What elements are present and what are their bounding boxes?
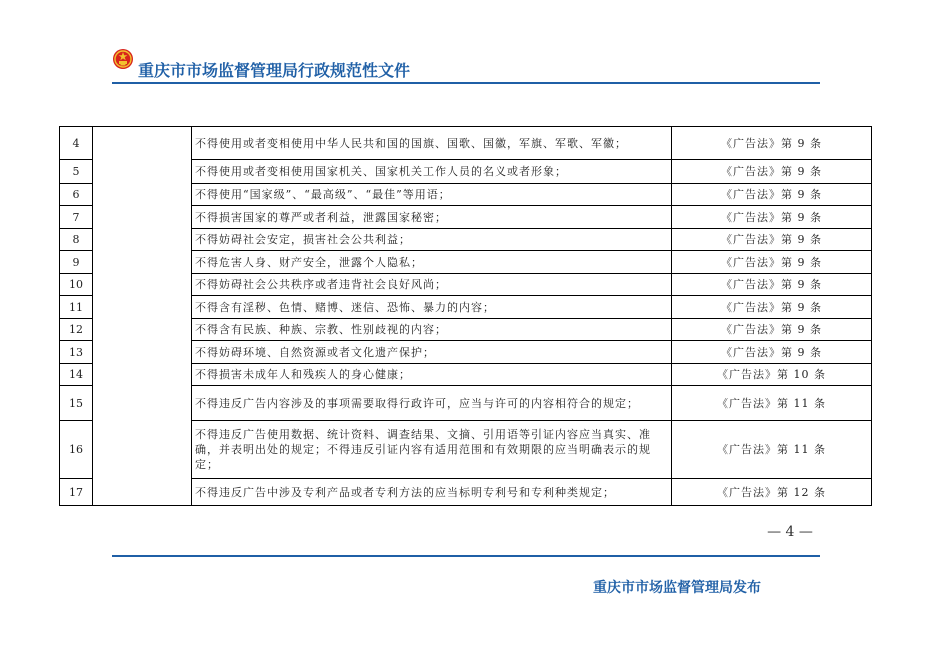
legal-basis: 《广告法》第 9 条 <box>672 184 872 206</box>
legal-basis: 《广告法》第 9 条 <box>672 341 872 364</box>
footer-publisher: 重庆市市场监督管理局发布 <box>593 580 761 596</box>
rule-content: 不得损害未成年人和残疾人的身心健康； <box>192 364 672 386</box>
rule-content: 不得妨碍社会公共秩序或者违背社会良好风尚； <box>192 274 672 296</box>
row-number: 16 <box>60 421 93 479</box>
row-number: 13 <box>60 341 93 364</box>
row-number: 14 <box>60 364 93 386</box>
national-emblem-icon <box>112 48 134 70</box>
row-number: 8 <box>60 229 93 251</box>
legal-basis: 《广告法》第 9 条 <box>672 319 872 341</box>
document-header <box>112 46 820 86</box>
rule-content: 不得使用或者变相使用中华人民共和国的国旗、国歌、国徽，军旗、军歌、军徽； <box>192 127 672 160</box>
table-row <box>60 127 872 160</box>
footer-divider <box>112 555 820 557</box>
header-title: 重庆市市场监督管理局行政规范性文件 <box>138 61 411 80</box>
legal-basis: 《广告法》第 10 条 <box>672 364 872 386</box>
legal-basis: 《广告法》第 9 条 <box>672 229 872 251</box>
row-number: 5 <box>60 160 93 184</box>
legal-basis: 《广告法》第 11 条 <box>672 386 872 421</box>
header-divider <box>112 82 820 84</box>
rule-content: 不得含有民族、种族、宗教、性别歧视的内容； <box>192 319 672 341</box>
row-number: 10 <box>60 274 93 296</box>
rule-content: 不得使用或者变相使用国家机关、国家机关工作人员的名义或者形象； <box>192 160 672 184</box>
row-number: 15 <box>60 386 93 421</box>
row-number: 6 <box>60 184 93 206</box>
row-number: 9 <box>60 251 93 274</box>
legal-basis: 《广告法》第 12 条 <box>672 479 872 506</box>
rule-content: 不得妨碍环境、自然资源或者文化遗产保护； <box>192 341 672 364</box>
page-number: — 4 — <box>767 524 813 540</box>
rule-content: 不得危害人身、财产安全，泄露个人隐私； <box>192 251 672 274</box>
legal-basis: 《广告法》第 9 条 <box>672 206 872 229</box>
rule-content: 不得使用“国家级”、“最高级”、“最佳”等用语； <box>192 184 672 206</box>
row-number: 12 <box>60 319 93 341</box>
rule-content: 不得违反广告内容涉及的事项需要取得行政许可，应当与许可的内容相符合的规定； <box>192 386 672 421</box>
category-cell <box>93 127 192 506</box>
legal-basis: 《广告法》第 9 条 <box>672 274 872 296</box>
rule-content: 不得损害国家的尊严或者利益，泄露国家秘密； <box>192 206 672 229</box>
legal-basis: 《广告法》第 9 条 <box>672 160 872 184</box>
row-number: 17 <box>60 479 93 506</box>
row-number: 7 <box>60 206 93 229</box>
rule-content: 不得违反广告中涉及专利产品或者专利方法的应当标明专利号和专利种类规定； <box>192 479 672 506</box>
rule-content: 不得妨碍社会安定，损害社会公共利益； <box>192 229 672 251</box>
legal-basis: 《广告法》第 11 条 <box>672 421 872 479</box>
row-number: 4 <box>60 127 93 160</box>
legal-basis: 《广告法》第 9 条 <box>672 296 872 319</box>
legal-basis: 《广告法》第 9 条 <box>672 127 872 160</box>
rule-content: 不得含有淫秽、色情、赌博、迷信、恐怖、暴力的内容； <box>192 296 672 319</box>
row-number: 11 <box>60 296 93 319</box>
rules-table <box>59 126 872 506</box>
rule-content: 不得违反广告使用数据、统计资料、调查结果、文摘、引用语等引证内容应当真实、准确，并表明出处的规定；不得违反引证内容有适用范围和有效期限的应当明确表示的规定； <box>192 421 672 479</box>
legal-basis: 《广告法》第 9 条 <box>672 251 872 274</box>
